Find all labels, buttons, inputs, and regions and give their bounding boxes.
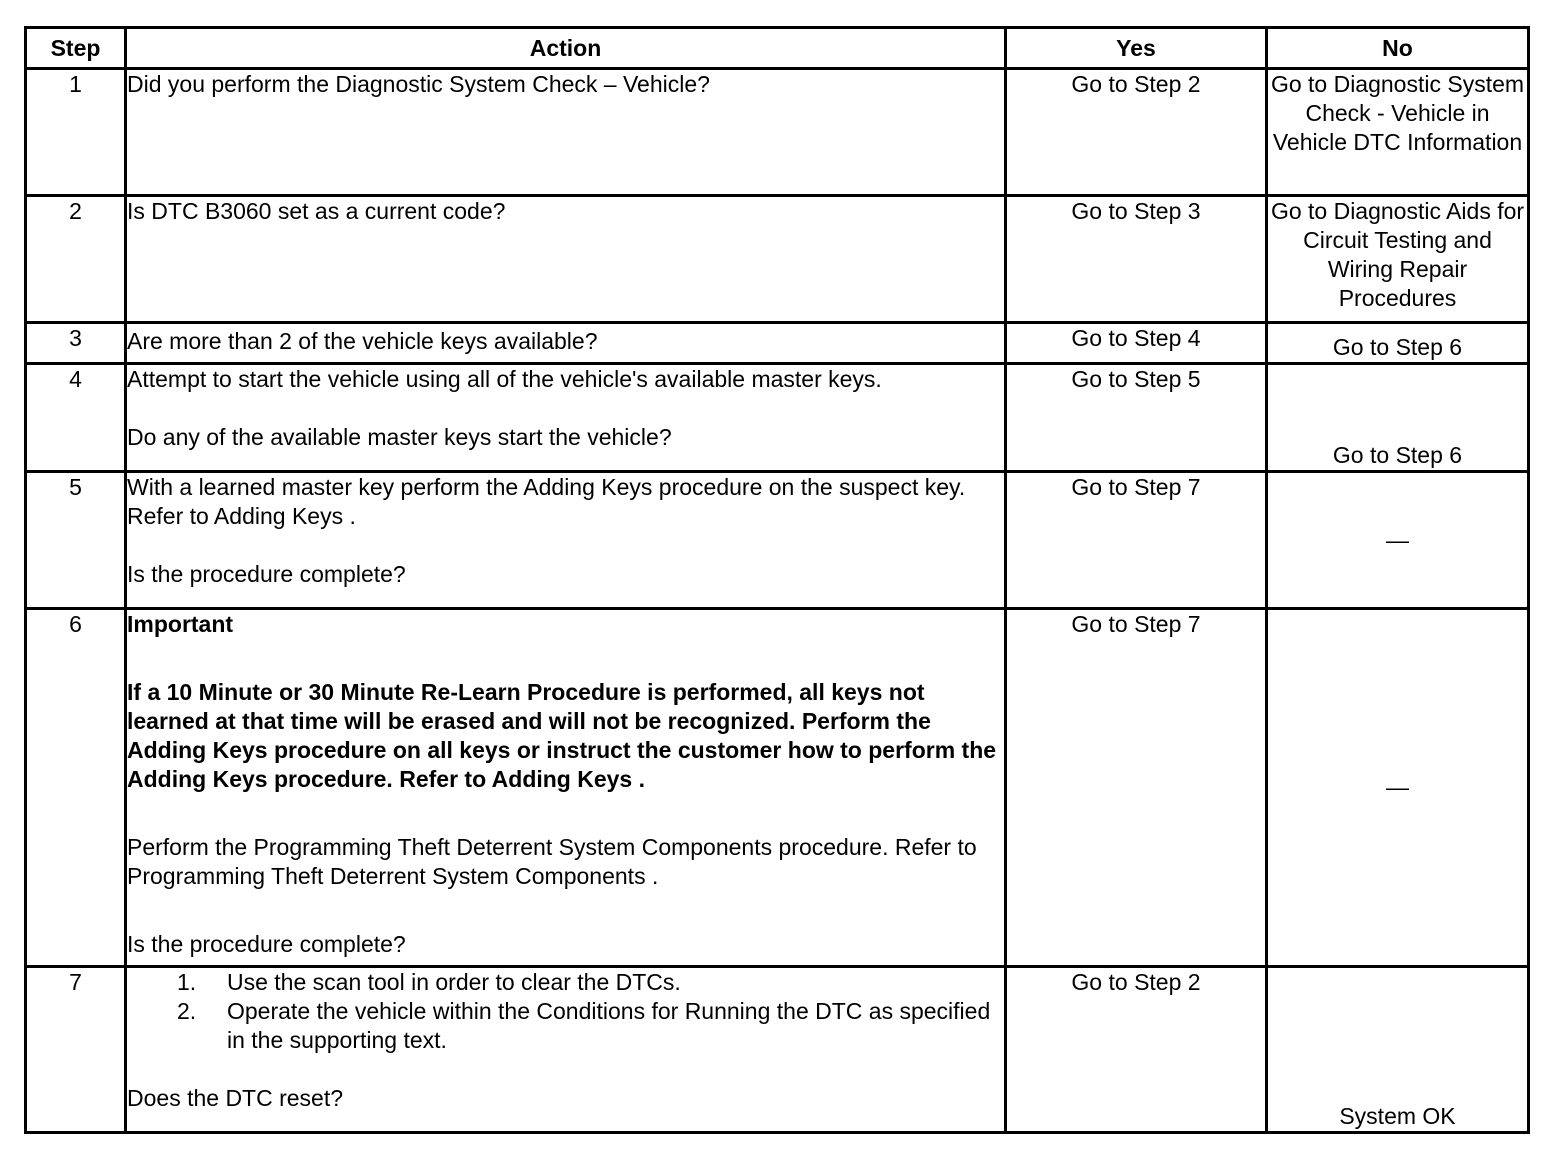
list-text: Operate the vehicle within the Conditions for Running the DTC as specified in the supporting text. xyxy=(227,998,991,1053)
action-text: With a learned master key perform the Adding Keys procedure on the suspect key. Refer to Adding Keys . xyxy=(127,474,966,529)
action-cell xyxy=(126,967,1006,1133)
table-row xyxy=(26,196,1529,323)
yes-cell: Go to Step 3 xyxy=(1006,196,1267,323)
list-number: 2. xyxy=(177,998,197,1024)
no-cell: Go to Diagnostic Aids for Circuit Testing and Wiring Repair Procedures xyxy=(1267,196,1529,323)
no-cell: — xyxy=(1267,609,1529,967)
diagnostic-table xyxy=(24,26,1530,1134)
important-heading: Important xyxy=(127,611,234,637)
no-cell: Go to Step 6 xyxy=(1267,323,1529,364)
step-number: 7 xyxy=(26,967,126,1133)
action-cell xyxy=(126,472,1006,609)
action-question: Are more than 2 of the vehicle keys available? xyxy=(127,328,598,354)
yes-cell: Go to Step 4 xyxy=(1006,323,1267,364)
table-row xyxy=(26,609,1529,967)
list-number: 1. xyxy=(177,969,197,995)
action-question: Is DTC B3060 set as a current code? xyxy=(127,198,506,224)
table-row xyxy=(26,69,1529,196)
list-text: Use the scan tool in order to clear the DTCs. xyxy=(227,969,681,995)
no-cell: Go to Diagnostic System Check - Vehicle in Vehicle DTC Information xyxy=(1267,69,1529,196)
table-row xyxy=(26,364,1529,472)
step-number: 6 xyxy=(26,609,126,967)
action-question: Did you perform the Diagnostic System Check – Vehicle? xyxy=(127,71,710,97)
action-text: Attempt to start the vehicle using all of the vehicle's available master keys. xyxy=(127,366,882,392)
table-row xyxy=(26,323,1529,364)
action-cell xyxy=(126,364,1006,472)
header-no: No xyxy=(1267,28,1529,69)
no-cell: Go to Step 6 xyxy=(1267,364,1529,472)
important-text: If a 10 Minute or 30 Minute Re-Learn Procedure is performed, all keys not learned at that time will be erased and will not be recognized. Perform the Adding Keys procedure on all keys or instruct the customer how to perform the Adding Keys procedure. Refer to Adding Keys . xyxy=(127,679,997,792)
yes-cell: Go to Step 7 xyxy=(1006,609,1267,967)
action-question: Is the procedure complete? xyxy=(127,561,406,587)
step-number: 4 xyxy=(26,364,126,472)
procedure-list xyxy=(127,968,1004,1055)
yes-cell: Go to Step 2 xyxy=(1006,967,1267,1133)
header-row xyxy=(26,28,1529,69)
action-text: Perform the Programming Theft Deterrent System Components procedure. Refer to Programming Theft Deterrent System Components . xyxy=(127,834,977,889)
list-item xyxy=(127,997,1004,1055)
header-action: Action xyxy=(126,28,1006,69)
action-cell xyxy=(126,196,1006,323)
step-number: 1 xyxy=(26,69,126,196)
action-cell xyxy=(126,609,1006,967)
action-question: Is the procedure complete? xyxy=(127,931,406,957)
action-question: Does the DTC reset? xyxy=(127,1085,344,1111)
step-number: 3 xyxy=(26,323,126,364)
action-cell xyxy=(126,323,1006,364)
action-cell xyxy=(126,69,1006,196)
step-number: 5 xyxy=(26,472,126,609)
action-question: Do any of the available master keys start the vehicle? xyxy=(127,424,672,450)
yes-cell: Go to Step 2 xyxy=(1006,69,1267,196)
table-row xyxy=(26,472,1529,609)
list-item xyxy=(127,968,1004,997)
table-row xyxy=(26,967,1529,1133)
no-cell: System OK xyxy=(1267,967,1529,1133)
yes-cell: Go to Step 5 xyxy=(1006,364,1267,472)
step-number: 2 xyxy=(26,196,126,323)
header-step: Step xyxy=(26,28,126,69)
yes-cell: Go to Step 7 xyxy=(1006,472,1267,609)
header-yes: Yes xyxy=(1006,28,1267,69)
no-cell: — xyxy=(1267,472,1529,609)
